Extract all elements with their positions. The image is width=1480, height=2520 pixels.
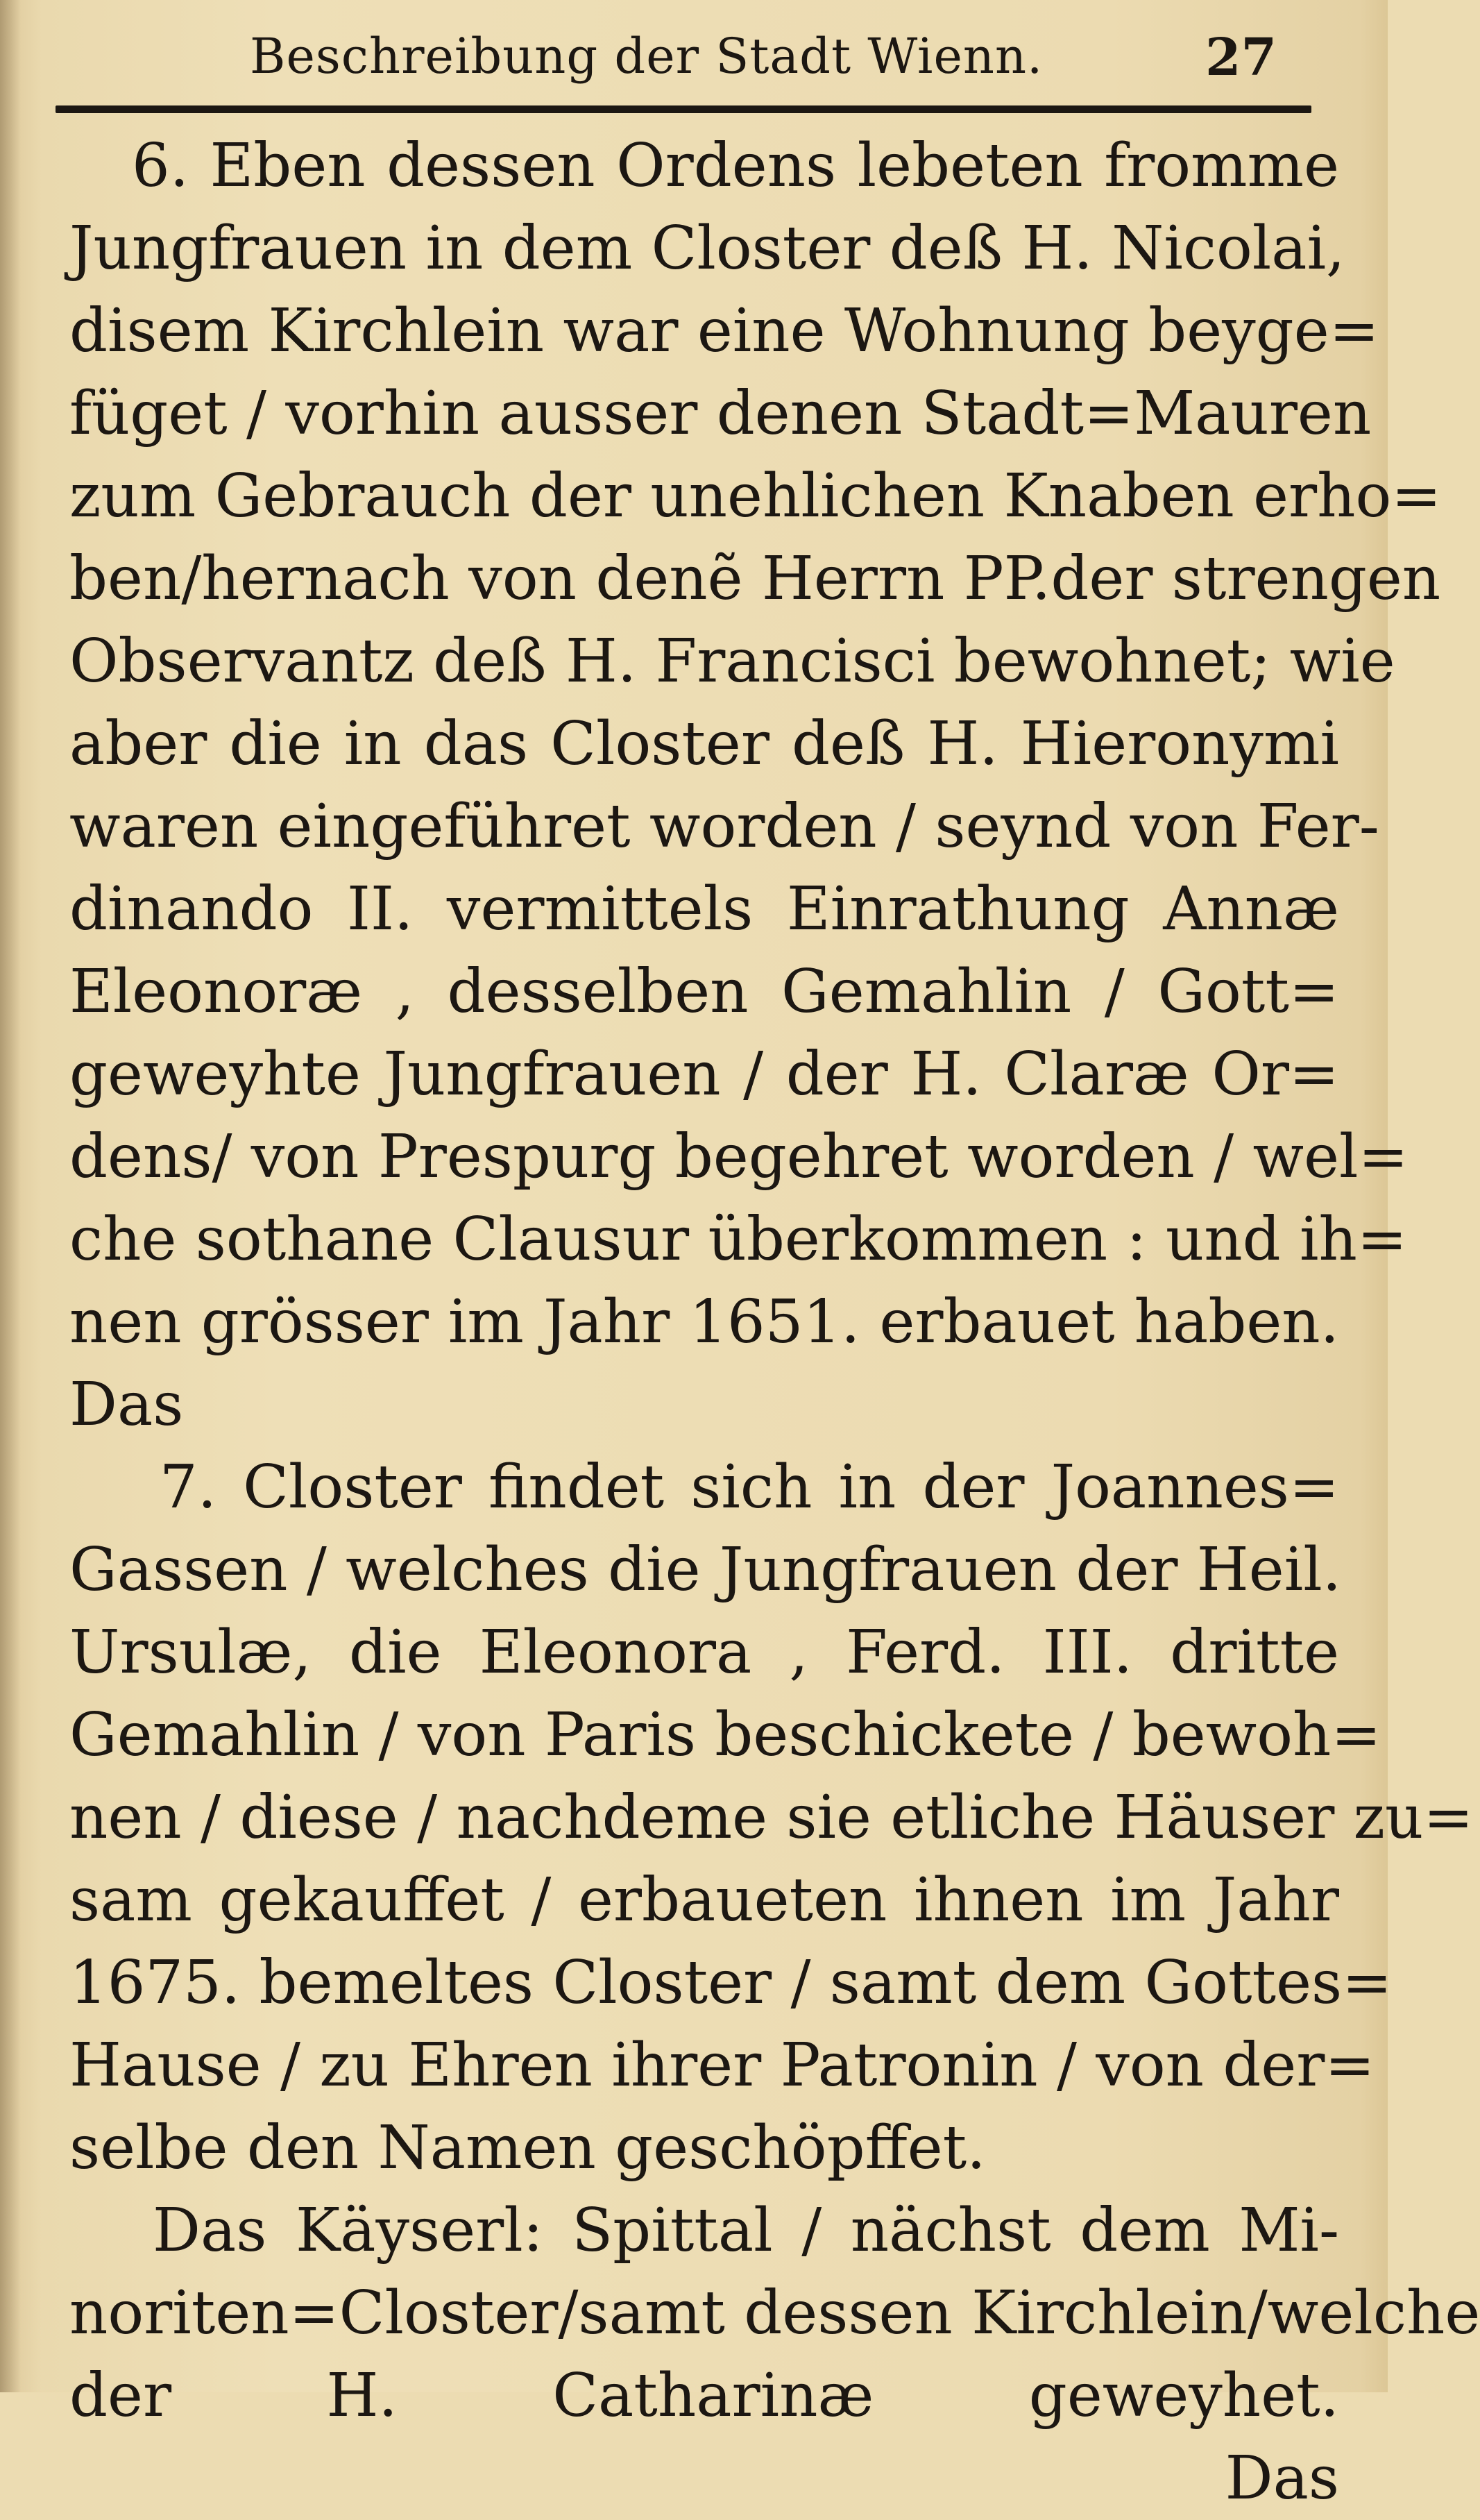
text-line: Jungfrauen in dem Closter deß H. Nicolai, (69, 214, 1345, 283)
body-text (69, 125, 1480, 2520)
text-line: 7. Closter findet sich in der Joannes= (160, 1453, 1339, 1522)
text-line: disem Kirchlein war eine Wohnung beyge= (69, 296, 1379, 366)
text-line: Gemahlin / von Paris beschickete / bewoh= (69, 1700, 1381, 1770)
text-line: zum Gebrauch der unehlichen Knaben erho= (69, 462, 1442, 531)
text-line: aber die in das Closter deß H. Hieronymi (69, 709, 1339, 779)
text-line: Gassen / welches die Jungfrauen der Heil. (69, 1535, 1342, 1605)
page-number: 27 (1205, 28, 1277, 87)
catchword: Das (69, 1370, 184, 1439)
text-line: Observantz deß H. Francisci bewohnet; wie (69, 627, 1395, 696)
text-line: noriten=Closter/samt dessen Kirchlein/welche (69, 2278, 1480, 2348)
text-line: Hause / zu Ehren ihrer Patronin / von der= (69, 2031, 1375, 2100)
text-line: 6. Eben dessen Ordens lebeten fromme (132, 131, 1339, 201)
text-line: sam gekauffet / erbaueten ihnen im Jahr (69, 1866, 1339, 1935)
text-line: selbe den Namen geschöpffet. (69, 2113, 986, 2183)
spine-shadow (0, 0, 21, 2392)
header-rule (56, 105, 1311, 113)
text-line: Eleonoræ , desselben Gemahlin / Gott= (69, 957, 1339, 1026)
page-header (250, 28, 1277, 104)
text-line: che sothane Clausur überkommen : und ih= (69, 1205, 1407, 1274)
text-line: waren eingeführet worden / seynd von Fer- (69, 792, 1379, 861)
text-line: ben/hernach von denẽ Herrn PP.der strengen (69, 544, 1441, 614)
text-line: geweyhte Jungfrauen / der H. Claræ Or= (69, 1040, 1339, 1109)
text-line: der H. Catharinæ geweyhet. (69, 2361, 1339, 2430)
text-line: 1675. bemeltes Closter / samt dem Gottes= (69, 1948, 1393, 2018)
text-line: dens/ von Prespurg begehret worden / wel= (69, 1122, 1409, 1192)
catchword: Das (1225, 2444, 1339, 2513)
text-line: nen / diese / nachdeme sie etliche Häuser zu= (69, 1783, 1474, 1852)
text-line: Ursulæ, die Eleonora , Ferd. III. dritte (69, 1618, 1339, 1687)
text-line: füget / vorhin ausser denen Stadt=Mauren (69, 379, 1372, 448)
running-head: Beschreibung der Stadt Wienn. (250, 28, 1044, 85)
text-line: Das Käyserl: Spittal / nächst dem Mi- (153, 2196, 1339, 2265)
text-line: nen grösser im Jahr 1651. erbauet haben. (69, 1287, 1339, 1357)
text-line: dinando II. vermittels Einrathung Annæ (69, 874, 1339, 944)
